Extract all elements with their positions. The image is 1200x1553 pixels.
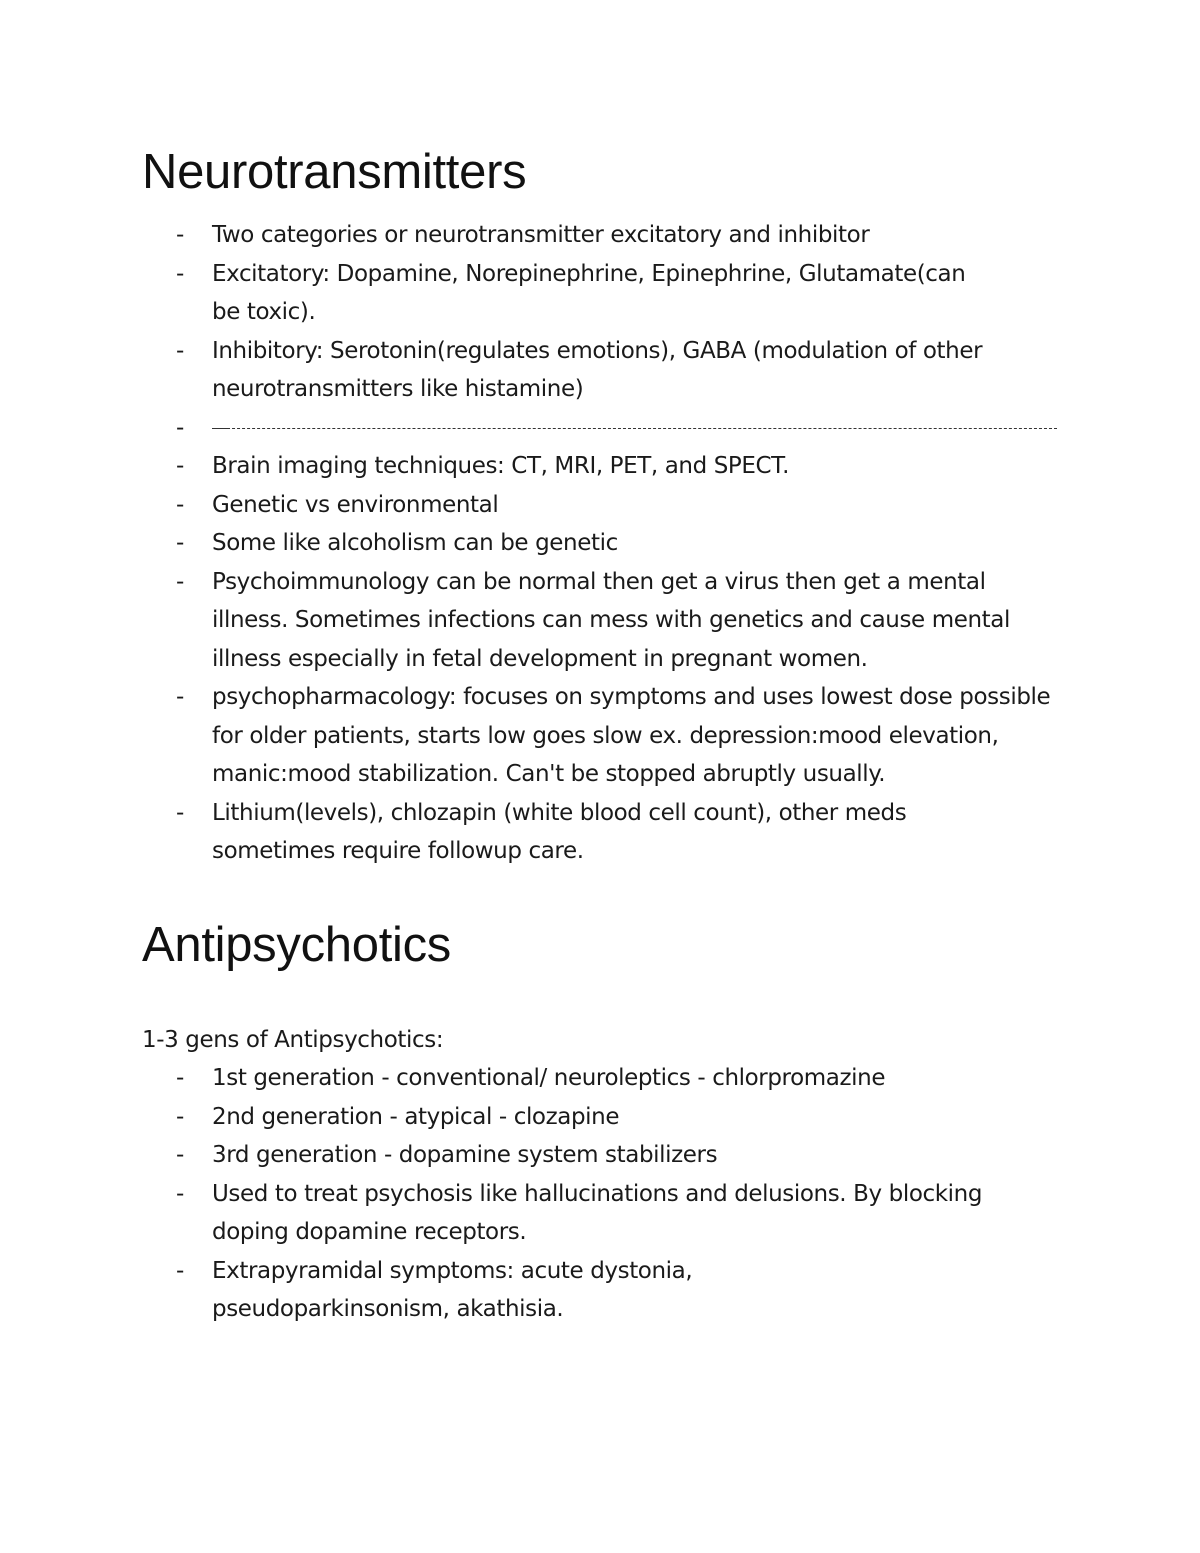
bullet-dash: - bbox=[176, 1257, 184, 1284]
antipsychotics-intro: 1-3 gens of Antipsychotics: bbox=[142, 1026, 444, 1053]
bullet-dash: - bbox=[176, 222, 184, 248]
list-item-text: Some like alcoholism can be genetic bbox=[212, 530, 618, 556]
neurotransmitters-list bbox=[142, 216, 1072, 871]
document-page bbox=[142, 140, 1072, 1329]
heading-antipsychotics: Antipsychotics bbox=[142, 917, 451, 972]
list-item bbox=[142, 216, 1072, 255]
list-item-divider bbox=[142, 409, 1072, 448]
list-item bbox=[142, 1059, 1072, 1098]
list-item bbox=[142, 678, 1057, 794]
bullet-dash: - bbox=[176, 260, 184, 287]
list-item-text: Excitatory: Dopamine, Norepinephrine, Epinephrine, Glutamate(can be toxic). bbox=[212, 260, 966, 325]
list-item bbox=[142, 1136, 1072, 1175]
bullet-dash: - bbox=[176, 1065, 184, 1091]
bullet-dash: - bbox=[176, 1103, 184, 1130]
list-item-text: Inhibitory: Serotonin(regulates emotions), GABA (modulation of other neurotransmitters like histamine) bbox=[212, 337, 983, 402]
list-item-text: Extrapyramidal symptoms: acute dystonia, pseudoparkinsonism, akathisia. bbox=[212, 1257, 693, 1322]
list-item bbox=[142, 1252, 852, 1329]
list-item-text: Lithium(levels), chlozapin (white blood cell count), other meds sometimes require followup care. bbox=[212, 799, 907, 864]
bullet-dash: - bbox=[176, 453, 184, 479]
bullet-dash: - bbox=[176, 491, 184, 518]
list-item-text: Genetic vs environmental bbox=[212, 491, 499, 518]
bullet-dash: - bbox=[176, 1180, 184, 1207]
list-item bbox=[142, 255, 992, 332]
antipsychotics-list bbox=[142, 1059, 1072, 1329]
horizontal-rule bbox=[212, 409, 1057, 448]
heading-neurotransmitters: Neurotransmitters bbox=[142, 145, 527, 199]
list-item bbox=[142, 563, 1057, 679]
list-item bbox=[142, 1098, 1072, 1137]
list-item-text: Brain imaging techniques: CT, MRI, PET, and SPECT. bbox=[212, 453, 790, 479]
list-item bbox=[142, 447, 1072, 486]
list-item-text: Psychoimmunology can be normal then get a virus then get a mental illness. Sometimes infections can mess with genetics and cause mental illness especially in fetal development in pregnant women. bbox=[212, 568, 1010, 672]
list-item-text: Used to treat psychosis like hallucinations and delusions. By blocking doping dopamine receptors. bbox=[212, 1180, 983, 1245]
list-item-text: 2nd generation - atypical - clozapine bbox=[212, 1103, 620, 1130]
list-item bbox=[142, 332, 1057, 409]
bullet-dash: - bbox=[176, 568, 184, 595]
bullet-dash: - bbox=[176, 1142, 184, 1168]
list-item bbox=[142, 524, 1072, 563]
list-item bbox=[142, 486, 1072, 525]
list-item-text: 3rd generation - dopamine system stabilizers bbox=[212, 1142, 718, 1168]
bullet-dash: - bbox=[176, 799, 184, 826]
bullet-dash: - bbox=[176, 337, 184, 364]
list-item-text: 1st generation - conventional/ neuroleptics - chlorpromazine bbox=[212, 1065, 886, 1091]
bullet-dash: - bbox=[176, 684, 184, 710]
list-item bbox=[142, 794, 1012, 871]
bullet-dash: - bbox=[176, 530, 184, 556]
list-item-text: psychopharmacology: focuses on symptoms and uses lowest dose possible for older patients, starts low goes slow ex. depression:mood elevation, manic:mood stabilization. Can't be stopped abruptly usually. bbox=[212, 684, 1051, 787]
list-item bbox=[142, 1175, 1057, 1252]
bullet-dash: - bbox=[176, 414, 184, 441]
list-item-text: Two categories or neurotransmitter excitatory and inhibitor bbox=[212, 222, 870, 248]
